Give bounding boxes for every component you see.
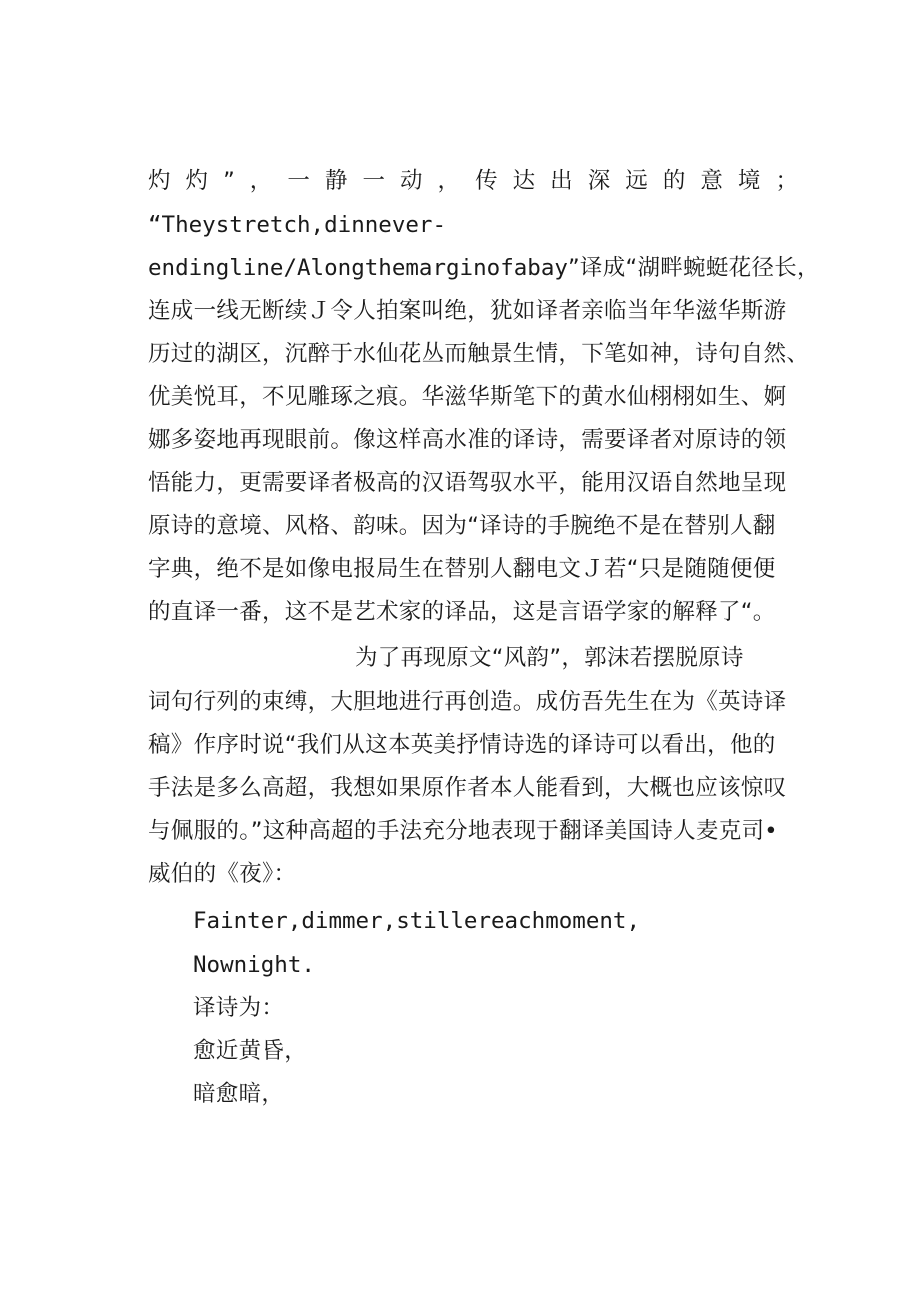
- text-line-7: 娜多姿地再现眼前。像这样高水准的译诗，需要译者对原诗的领: [148, 427, 787, 453]
- char: 灼: [148, 168, 171, 194]
- text-line-4: 连成一线无断续Ｊ令人拍案叫绝，犹如译者亲临当年华滋华斯游: [148, 298, 787, 324]
- text-line-17: 威伯的《夜》：: [148, 861, 297, 887]
- char: 动: [399, 168, 423, 194]
- text-line-12: 为了再现原文“风韵”，郭沫若摆脱原诗: [355, 645, 744, 671]
- char: ，: [249, 168, 273, 194]
- verse-line-4: 愈近黄昏，: [193, 1038, 308, 1064]
- char: ，: [437, 168, 461, 194]
- char: 深: [587, 168, 611, 194]
- char: 一: [362, 168, 385, 194]
- text-line-15: 手法是多么高超，我想如果原作者本人能看到，大概也应该惊叹: [148, 775, 787, 801]
- char: 境: [737, 168, 761, 194]
- char: 一: [287, 168, 310, 194]
- char: 传: [475, 168, 498, 194]
- char: 灼: [185, 168, 209, 194]
- text-line-9: 原诗的意境、风格、韵味。因为“译诗的手腕绝不是在替别人翻: [148, 513, 776, 539]
- text-line-16: 与佩服的。”这种高超的手法充分地表现于翻译美国诗人麦克司•: [148, 818, 778, 844]
- text-line-6: 优美悦耳，不见雕琢之痕。华滋华斯笔下的黄水仙栩栩如生、婀: [148, 384, 787, 410]
- char: 达: [512, 168, 536, 194]
- text-line-10: 字典，绝不是如像电报局生在替别人翻电文Ｊ若“只是随随便便: [148, 556, 776, 582]
- char: 静: [324, 168, 348, 194]
- verse-line-2: Nownight.: [193, 952, 315, 978]
- text-line-5: 历过的湖区，沉醉于水仙花丛而触景生情，下笔如神，诗句自然、: [148, 341, 810, 367]
- char: 远: [625, 168, 648, 194]
- text-line-14: 稿》作序时说“我们从这本英美抒情诗选的译诗可以看出，他的: [148, 732, 776, 758]
- text-line-13: 词句行列的束缚，大胆地进行再创造。成仿吾先生在为《英诗译: [148, 689, 787, 715]
- char: 的: [662, 168, 686, 194]
- text-line-3: [148, 253, 820, 283]
- text-segment-chinese: ”译成“湖畔蜿蜓花径长，: [567, 255, 820, 281]
- char: 意: [700, 168, 723, 194]
- text-line-11: 的直译一番，这不是艺术家的译品，这是言语学家的解释了“。: [148, 599, 776, 625]
- text-line-1: [148, 166, 798, 196]
- text-line-8: 悟能力，更需要译者极高的汉语驾驭水平，能用汉语自然地呈现: [148, 470, 787, 496]
- text-segment-english: endingline/Alongthemarginofabay: [148, 255, 568, 281]
- verse-line-5: 暗愈暗，: [193, 1081, 285, 1107]
- verse-line-1: Fainter,dimmer,stillereachmoment,: [193, 908, 641, 934]
- char: 出: [550, 168, 573, 194]
- char: ”: [223, 168, 235, 194]
- text-line-2: “Theystretch‚dinnever-: [148, 212, 447, 238]
- char: ；: [775, 168, 798, 194]
- verse-line-3: 译诗为：: [193, 995, 285, 1021]
